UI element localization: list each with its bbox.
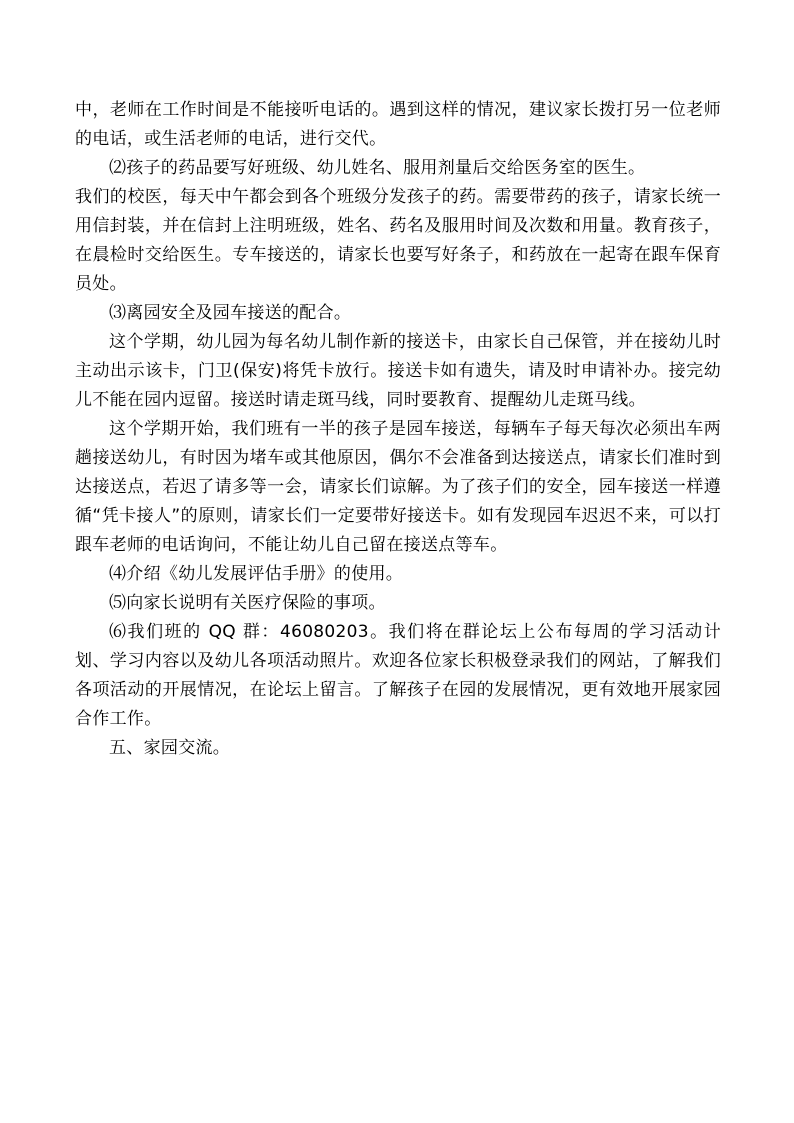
paragraph-item-5: ⑸向家长说明有关医疗保险的事项。 — [109, 593, 386, 613]
paragraph-item-6: ⑹我们班的 QQ 群：46080203。我们将在群论坛上公布每周的学习活动计划、学习内容以及幼儿各项活动照片。欢迎各位家长积极登录我们的网站，了解我们各项活动的开展情况，在论坛上留言。了解孩子在园的发展情况，更有效地开展家园合作工作。 — [75, 622, 721, 729]
paragraph-item-2: ⑵孩子的药品要写好班级、幼儿姓名、服用剂量后交给医务室的医生。 — [109, 158, 646, 178]
paragraph-school-bus: 这个学期开始，我们班有一半的孩子是园车接送，每辆车子每天每次必须出车两趟接送幼儿，有时因为堵车或其他原因，偶尔不会准备到达接送点，请家长们准时到达接送点，若迟了请多等一会，请家长们谅解。为了孩子们的安全，园车接送一样遵循“凭卡接人”的原则，请家长们一定要带好接送卡。如有发现园车迟迟不来，可以打跟车老师的电话询问，不能让幼儿自己留在接送点等车。 — [75, 419, 721, 555]
paragraph-item-3: ⑶离园安全及园车接送的配合。 — [109, 303, 352, 323]
document-body — [75, 96, 721, 763]
section-heading-5: 五、家园交流。 — [109, 738, 231, 758]
paragraph-pickup-card: 这个学期，幼儿园为每名幼儿制作新的接送卡，由家长自己保管，并在接幼儿时主动出示该卡，门卫(保安)将凭卡放行。接送卡如有遗失，请及时申请补办。接完幼儿不能在园内逗留。接送时请走斑马线，同时要教育、提醒幼儿走斑马线。 — [75, 332, 721, 410]
paragraph-item-4: ⑷介绍《幼儿发展评估手册》的使用。 — [109, 564, 404, 584]
paragraph-medicine-details: 我们的校医，每天中午都会到各个班级分发孩子的药。需要带药的孩子，请家长统一用信封装，并在信封上注明班级，姓名、药名及服用时间及次数和用量。教育孩子，在晨检时交给医生。专车接送的，请家长也要写好条子，和药放在一起寄在跟车保育员处。 — [75, 187, 721, 294]
paragraph-continuation: 中，老师在工作时间是不能接听电话的。遇到这样的情况，建议家长拨打另一位老师的电话，或生活老师的电话，进行交代。 — [75, 100, 721, 149]
